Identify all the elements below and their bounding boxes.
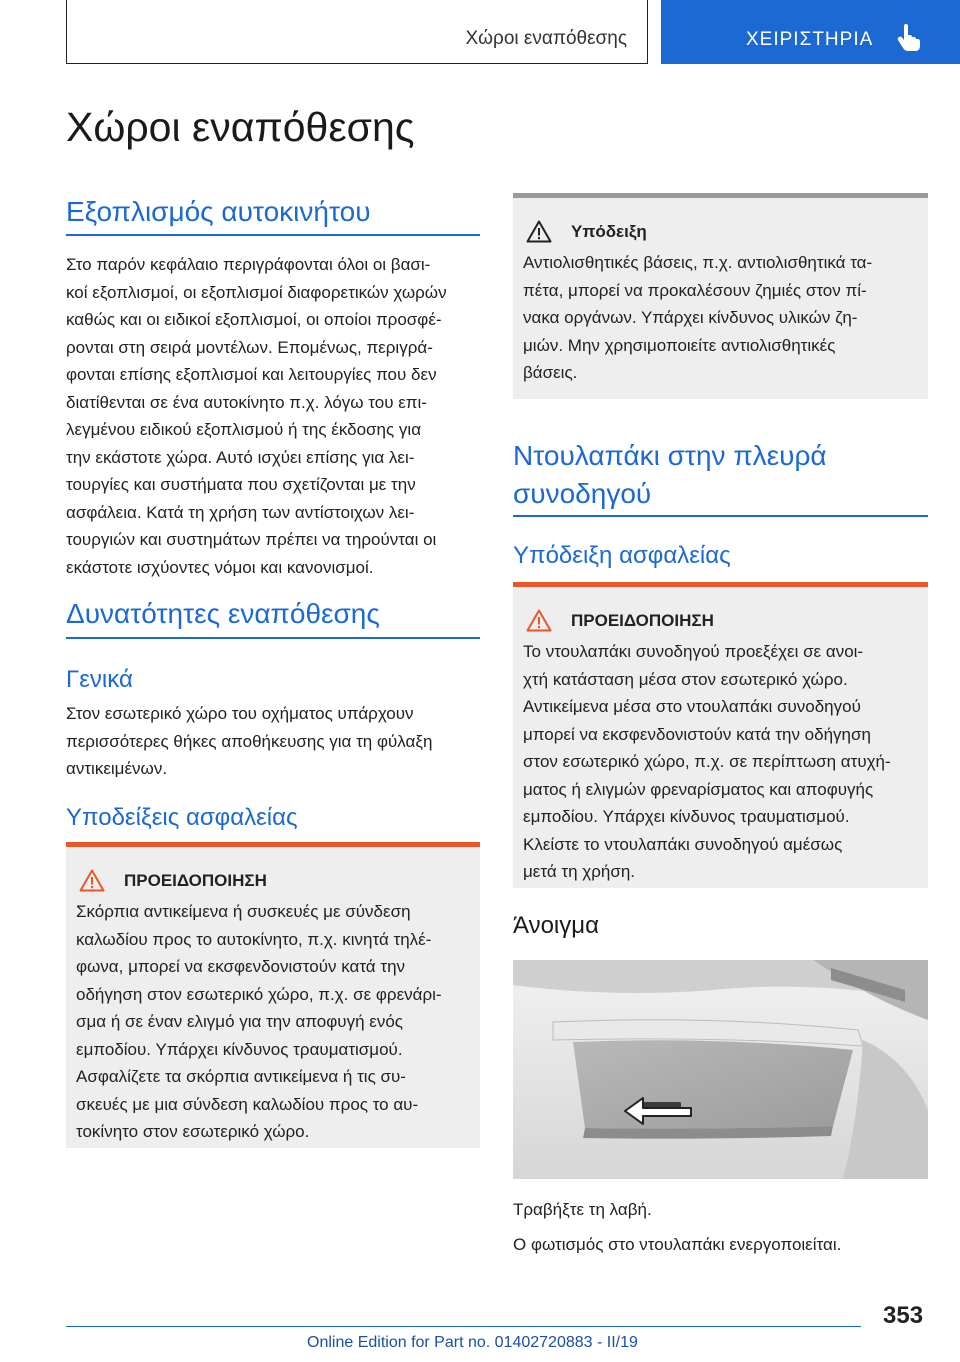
text-line: βάσεις.	[523, 363, 578, 382]
equipment-heading-rule	[66, 234, 480, 236]
storage-options-heading: Δυνατότητες εναπόθεσης	[66, 598, 380, 629]
page-number: 353	[883, 1302, 924, 1329]
glovebox-heading	[513, 437, 827, 513]
safety-notes-heading: Υποδείξεις ασφαλείας	[66, 804, 298, 831]
text-line: εμποδίου. Υπάρχει κίνδυνος τραυματισμού.	[76, 1039, 403, 1059]
text-line: φονται επίσης εξοπλισμοί και λειτουργίες που δεν	[66, 365, 437, 384]
warning-label: ΠΡΟΕΙΔΟΠΟΙΗΣΗ	[124, 871, 267, 890]
heading-line: Ντουλαπάκι στην πλευρά	[513, 440, 827, 471]
opening-heading: Άνοιγμα	[513, 912, 599, 939]
text-line: Κλείστε το ντουλαπάκι συνοδηγού αμέσως	[523, 834, 843, 854]
glovebox-photo	[513, 960, 928, 1179]
text-line: σκευές με μια σύνδεση καλωδίου προς το αυ‐	[76, 1094, 419, 1114]
text-line: πέτα, μπορεί να προκαλέσουν ζημιές στον πί‐	[523, 280, 867, 300]
text-line: νακα οργάνων. Υπάρχει κίνδυνος υλικών ζη‐	[523, 308, 858, 327]
header-section-box	[66, 0, 648, 64]
text-line: Ασφαλίζετε τα σκόρπια αντικείμενα ή τις συ‐	[76, 1067, 406, 1086]
warning-triangle-icon	[526, 609, 552, 632]
warning-bar	[513, 582, 928, 587]
general-heading: Γενικά	[66, 666, 133, 693]
text-line: εμποδίου. Υπάρχει κίνδυνος τραυματισμού.	[523, 807, 850, 826]
text-line: Στον εσωτερικό χώρο του οχήματος υπάρχουν	[66, 704, 414, 723]
text-line: καλωδίου προς το αυτοκίνητο, π.χ. κινητά τηλέ‐	[76, 929, 432, 949]
text-line: ασφάλεια. Κατά τη χρήση των αντίστοιχων λει‐	[66, 502, 415, 522]
header-section-title: Χώροι εναπόθεσης	[465, 28, 627, 49]
text-line: ματος ή ελιγμών φρεναρίσματος και αποφυγής	[523, 779, 874, 799]
text-line: μιών. Μην χρησιμοποιείτε αντιολισθητικές	[523, 335, 836, 355]
text-line: μπορεί να εκσφενδονιστούν κατά την οδήγηση	[523, 724, 871, 744]
text-line: Σκόρπια αντικείμενα ή συσκευές με σύνδεση	[76, 902, 411, 921]
equipment-heading: Εξοπλισμός αυτοκινήτου	[66, 196, 371, 227]
text-line: σμα ή σε έναν ελιγμό για την αποφυγή ενός	[76, 1012, 403, 1031]
text-line: λεγμένου ειδικού εξοπλισμού ή της έκδοσης για	[66, 420, 422, 439]
text-line: μετά τη χρήση.	[523, 862, 636, 881]
text-line: τουργίες και συστήματα που σχετίζονται με την	[66, 475, 416, 494]
text-line: εκάστοτε ισχύοντες νόμοι και κανονισμοί.	[66, 557, 374, 577]
text-line: φωνα, μπορεί να εκσφενδονιστούν κατά την	[76, 957, 406, 976]
warning-label: ΠΡΟΕΙΔΟΠΟΙΗΣΗ	[571, 611, 714, 630]
hand-pointer-icon	[897, 24, 921, 52]
heading-line: συνοδηγού	[513, 478, 652, 509]
text-line: τουργιών και συστημάτων πρέπει να τηρούνται οι	[66, 530, 437, 549]
warning-box-glovebox	[513, 582, 928, 888]
step-item: Ο φωτισμός στο ντουλαπάκι ενεργοποιείται.	[513, 1235, 842, 1254]
text-line: Αντιολισθητικές βάσεις, π.χ. αντιολισθητικά τα‐	[523, 253, 873, 272]
warning-box-loose-objects	[66, 842, 480, 1148]
text-line: περισσότερες θήκες αποθήκευσης για τη φύλαξη	[66, 731, 433, 751]
header-chapter-label: ΧΕΙΡΙΣΤΗΡΙΑ	[746, 29, 874, 50]
warning-bar	[66, 842, 480, 847]
step-item: Τραβήξτε τη λαβή.	[513, 1200, 652, 1219]
note-bar	[513, 193, 928, 198]
text-line: στον εσωτερικό χώρο, π.χ. σε περίπτωση ατυχή‐	[523, 752, 891, 771]
text-line: Στο παρόν κεφάλαιο περιγράφονται όλοι οι βασι‐	[66, 255, 431, 274]
note-label: Υπόδειξη	[571, 222, 647, 241]
glovebox-heading-rule	[513, 515, 928, 517]
warning-triangle-icon	[79, 869, 105, 892]
storage-heading-rule	[66, 637, 480, 639]
edition-footer: Online Edition for Part no. 01402720883 - II/19	[307, 1334, 638, 1351]
text-line: ρονται στη σειρά μοντέλων. Επομένως, περιγρά‐	[66, 337, 433, 357]
text-line: καθώς και οι ειδικοί εξοπλισμοί, οι οποίοι προσφέ‐	[66, 310, 442, 329]
text-line: τοκίνητο στον εσωτερικό χώρο.	[76, 1122, 310, 1141]
text-line: αντικειμένων.	[66, 759, 168, 778]
note-text	[523, 249, 918, 387]
text-line: χτή κατάσταση μέσα στον εσωτερικό χώρο.	[523, 669, 848, 689]
warning-text	[523, 638, 918, 886]
text-line: διατίθενται σε ένα αυτοκίνητο π.χ. λόγω του επι‐	[66, 392, 427, 412]
note-triangle-icon	[526, 220, 552, 243]
note-box-anti-slip	[513, 193, 928, 399]
safety-note-heading: Υπόδειξη ασφαλείας	[513, 542, 731, 569]
header-chapter-tab[interactable]	[661, 0, 960, 64]
general-paragraph	[66, 700, 432, 783]
opening-steps	[513, 1192, 841, 1262]
footer-rule	[66, 1326, 861, 1327]
equipment-paragraph	[66, 251, 447, 581]
page-title: Χώροι εναπόθεσης	[66, 104, 415, 150]
text-line: κοί εξοπλισμοί, οι εξοπλισμοί διαφορετικών χωρών	[66, 282, 447, 302]
glovebox-illustration	[513, 960, 928, 1179]
text-line: οδήγηση στον εσωτερικό χώρο, π.χ. σε φρενάρι‐	[76, 984, 442, 1004]
text-line: Το ντουλαπάκι συνοδηγού προεξέχει σε ανοι‐	[523, 642, 864, 661]
text-line: την εκάστοτε χώρα. Αυτό ισχύει επίσης για λει‐	[66, 447, 415, 467]
text-line: Αντικείμενα μέσα στο ντουλαπάκι συνοδηγού	[523, 697, 861, 716]
warning-text	[76, 898, 470, 1146]
